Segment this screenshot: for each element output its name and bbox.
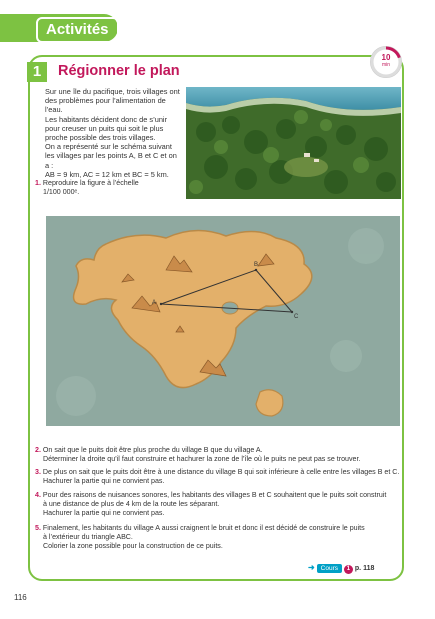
cours-number: 1	[344, 565, 353, 574]
question-4	[35, 491, 400, 517]
island-map-image	[46, 216, 400, 426]
question-5-number: 5.	[35, 524, 41, 532]
cours-page-ref: p. 118	[354, 565, 375, 572]
page-number: 116	[14, 593, 27, 602]
question-1-text: 1/100 000ᵉ.	[43, 187, 80, 196]
question-4-number: 4.	[35, 491, 41, 499]
question-4-text: Hachurer la partie qui ne convient pas.	[43, 508, 165, 517]
map-label-c: C	[294, 314, 299, 320]
question-2	[35, 446, 400, 464]
header-label: Activités	[36, 17, 119, 43]
question-3-text: Hachurer la partie qui ne convient pas.	[43, 476, 165, 485]
cours-badge: Cours	[317, 564, 342, 573]
timer-value: 10	[381, 53, 391, 62]
question-3-text: De plus on sait que le puits doit être à une distance du village B qui soit inférieure à celle entre les villages B et C.	[42, 468, 400, 476]
island-photo-image	[186, 87, 401, 199]
map-label-b: B	[254, 262, 259, 268]
activity-number: 1	[27, 62, 47, 82]
intro-line: Les habitants décident donc de s’unir pour creuser un puits qui soit le plus proche possible des trois villages.	[45, 114, 168, 143]
question-3-number: 3.	[35, 468, 41, 476]
map-label-a: A	[152, 300, 157, 306]
question-1	[35, 179, 181, 197]
question-5-text: Colorier la zone possible pour la construction de ce puits.	[43, 541, 223, 550]
arrow-right-icon: ➜	[308, 563, 315, 572]
intro-text	[45, 87, 181, 179]
cours-reference[interactable]	[308, 563, 374, 574]
intro-line: AB = 9 km, AC = 12 km et BC = 5 km.	[45, 169, 169, 179]
timer-unit: min	[381, 62, 391, 68]
question-5	[35, 524, 400, 550]
island-map	[46, 216, 400, 426]
question-1-number: 1.	[35, 179, 41, 187]
activity-title: Régionner le plan	[58, 63, 180, 79]
island-photo	[186, 87, 401, 199]
question-1-text: Reproduire la figure à l’échelle	[42, 179, 139, 187]
question-2-text: On sait que le puits doit être plus proche du village B que du village A.	[42, 446, 263, 454]
question-2-text: Déterminer la droite qu’il faut construire et hachurer la zone de l’île où le puits ne peut pas se trouver.	[43, 454, 361, 463]
timer-badge	[370, 46, 402, 78]
intro-line: On a représenté sur le schéma suivant les villages par les points A, B et C et on a :	[45, 142, 177, 170]
question-5-text: Finalement, les habitants du village A aussi craignent le bruit et donc il est décidé de construire le puits	[42, 524, 365, 532]
question-4-text: à une distance de plus de 4 km de la route les séparant.	[43, 499, 220, 508]
question-4-text: Pour des raisons de nuisances sonores, les habitants des villages B et C souhaitent que le puits soit construit	[42, 491, 387, 499]
intro-line: Sur une île du pacifique, trois villages ont des problèmes pour l’alimentation de l’eau.	[45, 87, 180, 115]
question-2-number: 2.	[35, 446, 41, 454]
question-5-text: à l’extérieur du triangle ABC.	[43, 532, 133, 541]
question-3	[35, 468, 400, 486]
